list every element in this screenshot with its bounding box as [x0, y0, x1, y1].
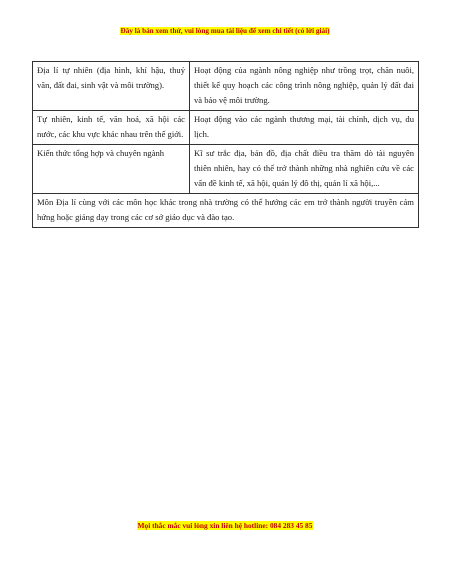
preview-notice-header	[0, 27, 450, 35]
table-cell-career: Hoạt động vào các ngành thương mại, tài chính, dịch vụ, du lịch.	[190, 111, 419, 145]
table-cell-merged-summary: Môn Địa lí cùng với các môn học khác trong nhà trường có thể hướng các em trở thành người truyền cảm hứng hoặc giảng dạy trong các cơ sở giáo dục và đào tạo.	[33, 194, 419, 228]
table-cell-career: Kĩ sư trắc địa, bản đồ, địa chất điều tra thăm dò tài nguyên thiên nhiên, hay có thể trở thành những nhà nghiên cứu về các vấn đề kinh tế, xã hội, quản lý đô thị, quản lí xã hội,...	[190, 145, 419, 194]
hotline-footer	[0, 521, 450, 530]
table-cell-knowledge: Địa lí tự nhiên (địa hình, khí hậu, thuỷ văn, đất đai, sinh vật và môi trường).	[33, 62, 190, 111]
preview-notice-text: Đây là bản xem thử, vui lòng mua tài liệu để xem chi tiết (có lời giải)	[120, 27, 330, 35]
table-cell-knowledge: Kiến thức tổng hợp và chuyên ngành	[33, 145, 190, 194]
table-row	[33, 62, 419, 111]
table-row-merged	[33, 194, 419, 228]
table-cell-knowledge: Tự nhiên, kinh tế, văn hoá, xã hội các nước, các khu vực khác nhau trên thế giới.	[33, 111, 190, 145]
table-row	[33, 145, 419, 194]
table-cell-career: Hoạt động của ngành nông nghiệp như trồng trọt, chăn nuôi, thiết kế quy hoạch các công trình nông nghiệp, quản lý đất đai và bảo vệ môi trường.	[190, 62, 419, 111]
table-row	[33, 111, 419, 145]
hotline-text: Mọi thắc mắc vui lòng xin liên hệ hotline: 084 283 45 85	[137, 521, 313, 530]
career-orientation-table	[32, 61, 419, 228]
